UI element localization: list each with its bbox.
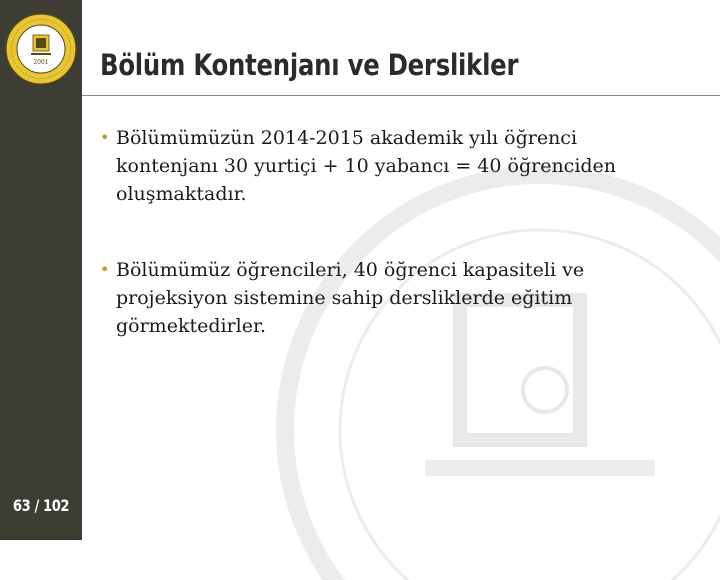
bullet-text: Bölümümüz öğrencileri, 40 öğrenci kapasiteli ve projeksiyon sistemine sahip dersliklerde eğitim görmektedirler. xyxy=(116,259,585,337)
sidebar xyxy=(0,0,82,540)
bullet-icon: • xyxy=(100,260,110,279)
svg-text:2001: 2001 xyxy=(33,59,49,66)
university-logo xyxy=(5,13,77,85)
bullet-list xyxy=(100,124,640,388)
title-divider xyxy=(82,95,720,96)
bullet-item xyxy=(100,124,640,208)
slide-title: Bölüm Kontenjanı ve Derslikler xyxy=(100,48,519,82)
page-counter: 63 / 102 xyxy=(12,496,70,515)
bullet-icon: • xyxy=(100,128,110,147)
bullet-item xyxy=(100,256,640,340)
bullet-text: Bölümümüzün 2014-2015 akademik yılı öğrenci kontenjanı 30 yurtiçi + 10 yabancı = 40 öğrenciden oluşmaktadır. xyxy=(116,127,617,205)
